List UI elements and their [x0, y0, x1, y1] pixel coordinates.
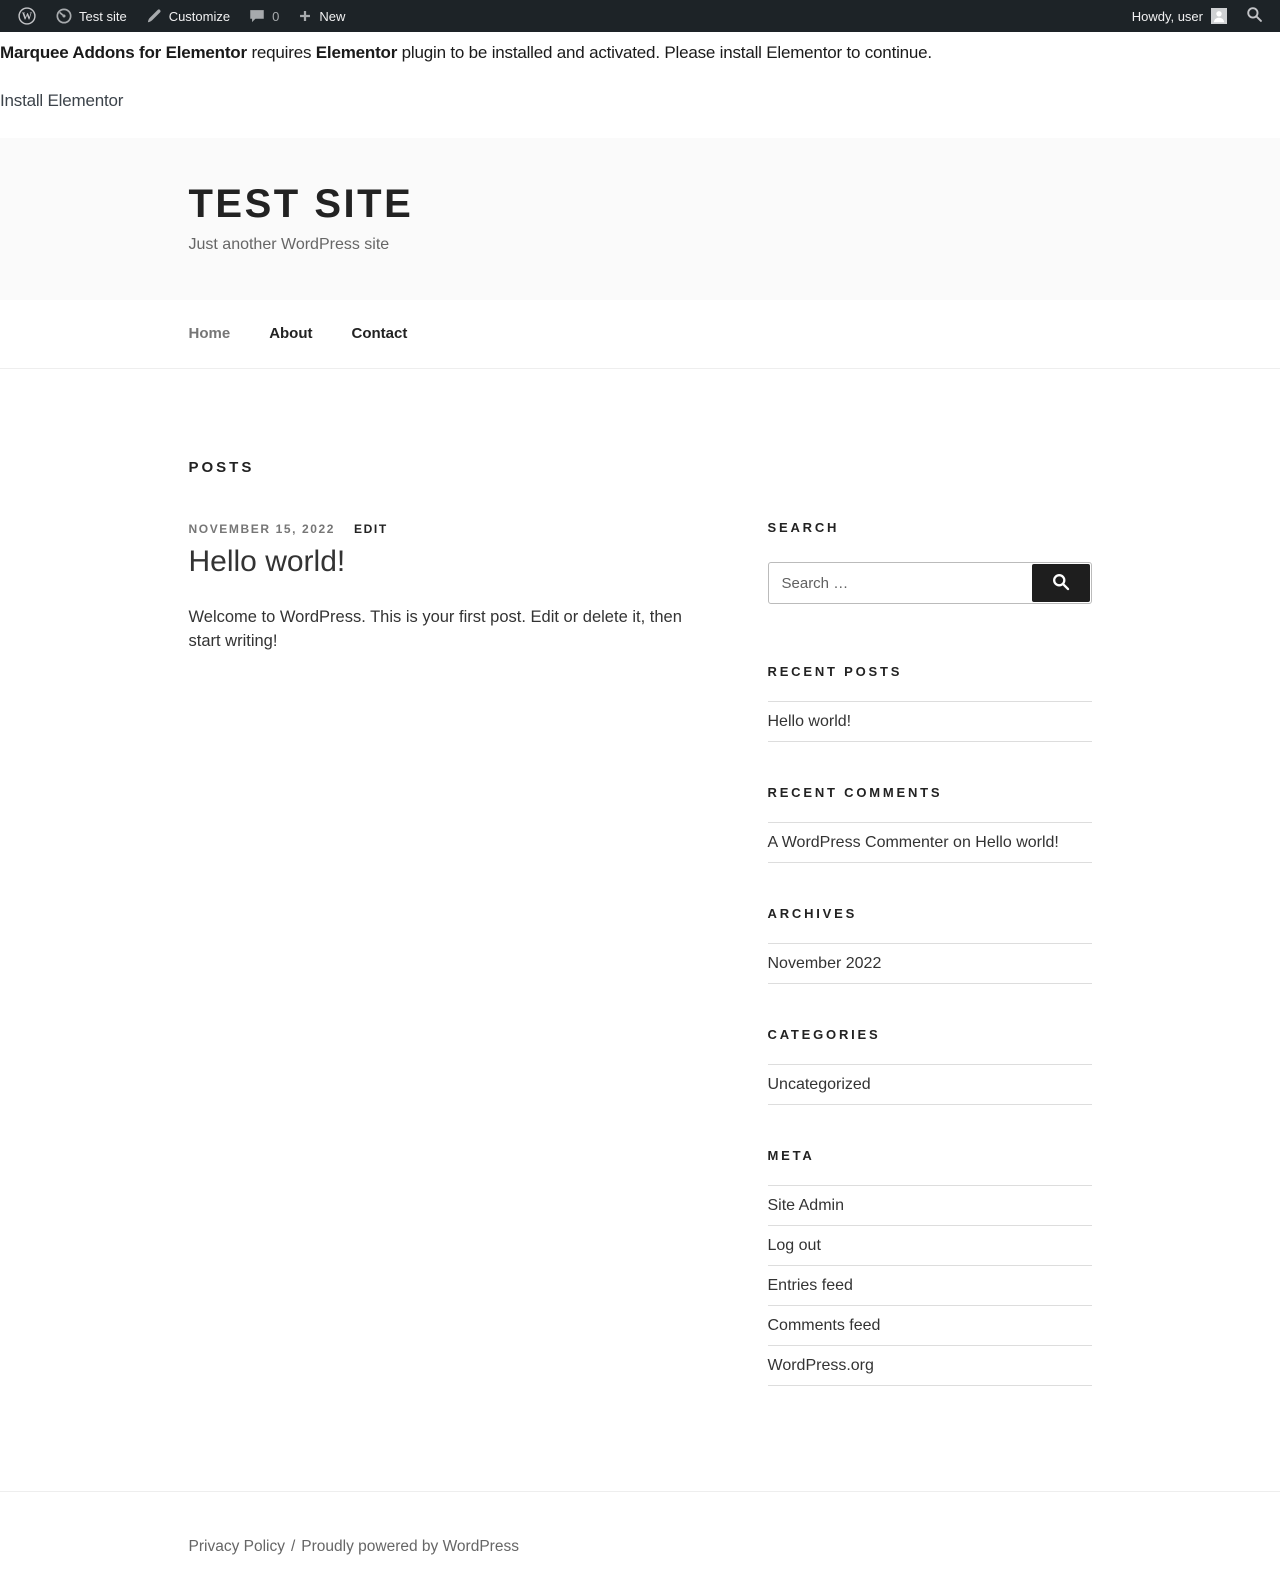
dashboard-icon	[55, 7, 73, 25]
footer-separator: /	[290, 1538, 296, 1555]
list-item	[768, 1226, 1092, 1266]
customize-brush-icon	[145, 7, 163, 25]
meta-entries-feed-link[interactable]: Entries feed	[767, 1277, 853, 1294]
admin-bar-new[interactable]	[288, 0, 354, 32]
post-meta	[189, 522, 729, 536]
svg-text:W: W	[21, 11, 33, 23]
page-content	[189, 369, 1092, 1491]
comment-post-link[interactable]: Hello world!	[975, 834, 1059, 851]
page-title: POSTS	[188, 459, 255, 476]
nav-item-contact[interactable]: Contact	[351, 325, 408, 342]
admin-bar-customize[interactable]	[136, 0, 239, 32]
site-title[interactable]: TEST SITE	[188, 182, 414, 226]
post-date[interactable]: NOVEMBER 15, 2022	[188, 522, 336, 536]
admin-bar	[0, 0, 1280, 32]
list-item	[768, 1186, 1092, 1226]
list-item	[768, 1346, 1092, 1386]
admin-bar-customize-label: Customize	[168, 8, 231, 24]
comment-author-link[interactable]: A WordPress Commenter	[767, 834, 949, 851]
list-item	[768, 1266, 1092, 1306]
recent-comments-widget	[768, 785, 1092, 863]
plugin-notice	[0, 32, 1280, 138]
archives-list	[768, 943, 1092, 984]
privacy-policy-link[interactable]: Privacy Policy	[188, 1538, 285, 1555]
main-column	[189, 369, 729, 1386]
meta-wordpress-org-link[interactable]: WordPress.org	[767, 1357, 874, 1374]
list-item	[768, 1065, 1092, 1105]
admin-bar-comments-count: 0	[272, 8, 280, 24]
howdy-label: Howdy, user	[1131, 8, 1203, 24]
wordpress-logo-icon	[17, 6, 37, 26]
archive-link[interactable]: November 2022	[767, 955, 882, 972]
category-link[interactable]: Uncategorized	[767, 1076, 871, 1093]
plugin-notice-action	[0, 63, 1280, 138]
search-widget-heading: SEARCH	[767, 520, 840, 535]
site-footer	[0, 1491, 1280, 1596]
recent-comments-heading: RECENT COMMENTS	[767, 785, 943, 800]
admin-bar-left	[8, 0, 354, 32]
plugin-notice-message	[0, 32, 1280, 63]
plugin-notice-plugin-name: Marquee Addons for Elementor	[0, 43, 247, 62]
site-tagline: Just another WordPress site	[188, 236, 390, 253]
avatar	[1211, 8, 1227, 24]
admin-bar-site-name-label: Test site	[79, 8, 127, 24]
admin-bar-site-name[interactable]	[46, 0, 136, 32]
comments-icon	[248, 7, 266, 25]
admin-bar-right	[1122, 0, 1272, 32]
recent-posts-list	[768, 701, 1092, 742]
list-item	[768, 944, 1092, 984]
site-header	[0, 138, 1280, 300]
post-title-link[interactable]: Hello world!	[188, 545, 346, 578]
list-item	[768, 1306, 1092, 1346]
plugin-notice-dependency-name: Elementor	[315, 43, 398, 62]
meta-widget	[768, 1148, 1092, 1386]
search-icon	[1245, 5, 1264, 27]
post-title	[189, 545, 729, 579]
categories-widget	[768, 1027, 1092, 1105]
sidebar	[768, 369, 1092, 1386]
recent-post-link[interactable]: Hello world!	[767, 713, 852, 730]
nav-item-home[interactable]: Home	[188, 325, 231, 342]
admin-bar-comments[interactable]	[239, 0, 288, 32]
admin-bar-account-menu[interactable]	[1122, 0, 1237, 32]
wordpress-logo-menu[interactable]	[8, 0, 46, 32]
categories-heading: CATEGORIES	[767, 1027, 881, 1042]
search-submit-icon	[1050, 571, 1072, 596]
recent-comments-list	[768, 822, 1092, 863]
post-edit-link[interactable]: EDIT	[354, 522, 388, 536]
recent-posts-widget	[768, 664, 1092, 742]
plugin-notice-text-2: plugin to be installed and activated. Please install Elementor to continue.	[397, 43, 932, 62]
admin-bar-new-label: New	[319, 8, 346, 24]
categories-list	[768, 1064, 1092, 1105]
list-item	[768, 823, 1092, 863]
powered-by-link[interactable]: Proudly powered by WordPress	[301, 1538, 519, 1555]
meta-log-out-link[interactable]: Log out	[767, 1237, 821, 1254]
meta-comments-feed-link[interactable]: Comments feed	[767, 1317, 881, 1334]
archives-heading: ARCHIVES	[767, 906, 858, 921]
post-body: Welcome to WordPress. This is your first post. Edit or delete it, then start writing!	[188, 608, 682, 650]
primary-nav	[0, 300, 1280, 369]
meta-list	[768, 1185, 1092, 1386]
recent-posts-heading: RECENT POSTS	[767, 664, 903, 679]
search-form	[768, 562, 1092, 604]
plugin-notice-text-1: requires	[246, 43, 316, 62]
admin-bar-search-toggle[interactable]	[1237, 0, 1272, 32]
post-article	[189, 522, 729, 654]
comment-connector: on	[948, 834, 976, 851]
search-widget	[768, 520, 1092, 604]
archives-widget	[768, 906, 1092, 984]
search-submit-button[interactable]	[1032, 564, 1090, 602]
nav-item-about[interactable]: About	[269, 325, 313, 342]
new-plus-icon	[297, 8, 313, 24]
install-elementor-link[interactable]: Install Elementor	[0, 91, 124, 110]
meta-site-admin-link[interactable]: Site Admin	[767, 1197, 844, 1214]
meta-heading: META	[767, 1148, 815, 1163]
list-item	[768, 702, 1092, 742]
